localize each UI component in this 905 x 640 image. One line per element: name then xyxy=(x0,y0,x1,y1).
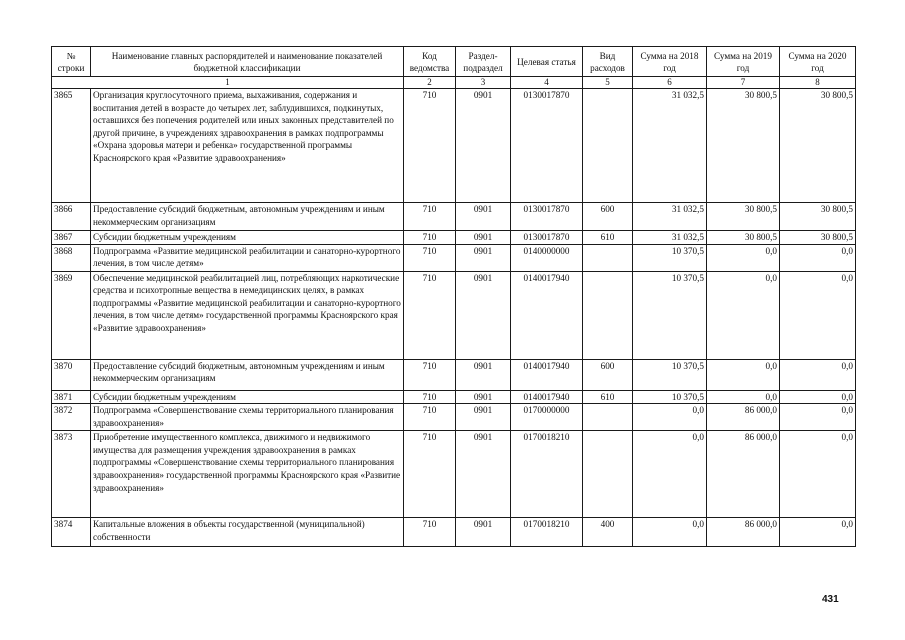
dept-code: 710 xyxy=(404,404,456,431)
section-code: 0901 xyxy=(456,231,511,245)
row-number: 3865 xyxy=(52,89,91,203)
sum-2018: 10 370,5 xyxy=(633,271,707,359)
dept-code: 710 xyxy=(404,244,456,271)
section-code: 0901 xyxy=(456,431,511,518)
column-number: 1 xyxy=(52,77,404,89)
table-row xyxy=(52,89,856,203)
table-row xyxy=(52,431,856,518)
dept-code: 710 xyxy=(404,203,456,231)
sum-2020: 30 800,5 xyxy=(780,203,856,231)
table-row xyxy=(52,390,856,404)
column-number: 3 xyxy=(456,77,511,89)
row-name: Предоставление субсидий бюджетным, автономным учреждениям и иным некоммерческим организациям xyxy=(91,203,404,231)
section-code: 0901 xyxy=(456,271,511,359)
table-row xyxy=(52,244,856,271)
expense-type: 600 xyxy=(583,359,633,390)
sum-2020: 0,0 xyxy=(780,404,856,431)
target-code: 0170000000 xyxy=(511,404,583,431)
sum-2020: 0,0 xyxy=(780,390,856,404)
row-number: 3868 xyxy=(52,244,91,271)
target-code: 0170018210 xyxy=(511,518,583,547)
table-row xyxy=(52,518,856,547)
table-row xyxy=(52,271,856,359)
row-name: Организация круглосуточного приема, выхаживания, содержания и воспитания детей в возрасте до четырех лет, заблудившихся, подкинутых, оставшихся без попечения родителей или иных законных представителей по другой причине, в учреждениях здравоохранения в рамках подпрограммы «Охрана здоровья матери и ребенка» государственной программы Красноярского края «Развитие здравоохранения» xyxy=(91,89,404,203)
dept-code: 710 xyxy=(404,359,456,390)
sum-2020: 0,0 xyxy=(780,518,856,547)
sum-2019: 30 800,5 xyxy=(707,89,780,203)
header-target: Целевая статья xyxy=(511,47,583,77)
column-number: 5 xyxy=(583,77,633,89)
sum-2019: 0,0 xyxy=(707,271,780,359)
row-number: 3866 xyxy=(52,203,91,231)
sum-2019: 30 800,5 xyxy=(707,203,780,231)
header-dept-code: Код ведомства xyxy=(404,47,456,77)
sum-2019: 86 000,0 xyxy=(707,431,780,518)
section-code: 0901 xyxy=(456,390,511,404)
sum-2020: 30 800,5 xyxy=(780,231,856,245)
sum-2018: 0,0 xyxy=(633,518,707,547)
row-number: 3867 xyxy=(52,231,91,245)
section-code: 0901 xyxy=(456,359,511,390)
target-code: 0130017870 xyxy=(511,231,583,245)
sum-2019: 0,0 xyxy=(707,359,780,390)
row-number: 3874 xyxy=(52,518,91,547)
row-name: Обеспечение медицинской реабилитацией лиц, потребляющих наркотические средства и психотропные вещества в немедицинских целях, в рамках подпрограммы «Развитие медицинской реабилитации и санаторно-курортного лечения, в том числе детям» государственной программы Красноярского края «Развитие здравоохранения» xyxy=(91,271,404,359)
section-code: 0901 xyxy=(456,244,511,271)
column-number: 6 xyxy=(633,77,707,89)
dept-code: 710 xyxy=(404,431,456,518)
row-number: 3872 xyxy=(52,404,91,431)
row-name: Субсидии бюджетным учреждениям xyxy=(91,390,404,404)
table-row xyxy=(52,203,856,231)
expense-type: 610 xyxy=(583,231,633,245)
expense-type: 610 xyxy=(583,390,633,404)
sum-2020: 0,0 xyxy=(780,359,856,390)
section-code: 0901 xyxy=(456,518,511,547)
target-code: 0130017870 xyxy=(511,203,583,231)
sum-2018: 31 032,5 xyxy=(633,203,707,231)
section-code: 0901 xyxy=(456,203,511,231)
sum-2018: 31 032,5 xyxy=(633,231,707,245)
table-row xyxy=(52,359,856,390)
table-body xyxy=(52,89,856,547)
sum-2018: 31 032,5 xyxy=(633,89,707,203)
row-number: 3870 xyxy=(52,359,91,390)
sum-2019: 30 800,5 xyxy=(707,231,780,245)
sum-2019: 0,0 xyxy=(707,244,780,271)
target-code: 0140017940 xyxy=(511,271,583,359)
sum-2018: 10 370,5 xyxy=(633,359,707,390)
row-number: 3873 xyxy=(52,431,91,518)
dept-code: 710 xyxy=(404,271,456,359)
column-number: 8 xyxy=(780,77,856,89)
row-name: Подпрограмма «Развитие медицинской реабилитации и санаторно-курортного лечения, в том числе детям» xyxy=(91,244,404,271)
sum-2020: 0,0 xyxy=(780,271,856,359)
table-header xyxy=(52,47,856,89)
header-sum-2020: Сумма на 2020 год xyxy=(780,47,856,77)
expense-type xyxy=(583,271,633,359)
header-sum-2019: Сумма на 2019 год xyxy=(707,47,780,77)
sum-2019: 86 000,0 xyxy=(707,404,780,431)
row-number: 3869 xyxy=(52,271,91,359)
budget-table xyxy=(51,46,856,547)
column-number: 4 xyxy=(511,77,583,89)
expense-type xyxy=(583,404,633,431)
sum-2019: 86 000,0 xyxy=(707,518,780,547)
sum-2018: 10 370,5 xyxy=(633,244,707,271)
expense-type: 600 xyxy=(583,203,633,231)
header-section: Раздел-подраздел xyxy=(456,47,511,77)
header-expense-type: Вид расходов xyxy=(583,47,633,77)
target-code: 0140017940 xyxy=(511,390,583,404)
expense-type xyxy=(583,89,633,203)
table-row xyxy=(52,404,856,431)
column-number: 2 xyxy=(404,77,456,89)
sum-2020: 0,0 xyxy=(780,431,856,518)
target-code: 0140000000 xyxy=(511,244,583,271)
dept-code: 710 xyxy=(404,231,456,245)
target-code: 0130017870 xyxy=(511,89,583,203)
row-name: Подпрограмма «Совершенствование схемы территориального планирования здравоохранения» xyxy=(91,404,404,431)
row-name: Приобретение имущественного комплекса, движимого и недвижимого имущества для размещения учреждения здравоохранения в рамках подпрограммы «Совершенствование схемы территориального планирования здравоохранения» государственной программы Красноярского края «Развитие здравоохранения» xyxy=(91,431,404,518)
sum-2020: 30 800,5 xyxy=(780,89,856,203)
dept-code: 710 xyxy=(404,89,456,203)
section-code: 0901 xyxy=(456,89,511,203)
expense-type xyxy=(583,244,633,271)
sum-2018: 0,0 xyxy=(633,404,707,431)
dept-code: 710 xyxy=(404,390,456,404)
expense-type: 400 xyxy=(583,518,633,547)
sum-2018: 10 370,5 xyxy=(633,390,707,404)
target-code: 0170018210 xyxy=(511,431,583,518)
sum-2020: 0,0 xyxy=(780,244,856,271)
row-name: Предоставление субсидий бюджетным, автономным учреждениям и иным некоммерческим организациям xyxy=(91,359,404,390)
sum-2018: 0,0 xyxy=(633,431,707,518)
row-name: Субсидии бюджетным учреждениям xyxy=(91,231,404,245)
header-row-number: № строки xyxy=(52,47,91,77)
expense-type xyxy=(583,431,633,518)
sum-2019: 0,0 xyxy=(707,390,780,404)
header-name: Наименование главных распорядителей и наименование показателей бюджетной классификации xyxy=(91,47,404,77)
target-code: 0140017940 xyxy=(511,359,583,390)
row-name: Капитальные вложения в объекты государственной (муниципальной) собственности xyxy=(91,518,404,547)
row-number: 3871 xyxy=(52,390,91,404)
header-sum-2018: Сумма на 2018 год xyxy=(633,47,707,77)
section-code: 0901 xyxy=(456,404,511,431)
column-number: 7 xyxy=(707,77,780,89)
page-number: 431 xyxy=(822,594,839,605)
table-row xyxy=(52,231,856,245)
dept-code: 710 xyxy=(404,518,456,547)
